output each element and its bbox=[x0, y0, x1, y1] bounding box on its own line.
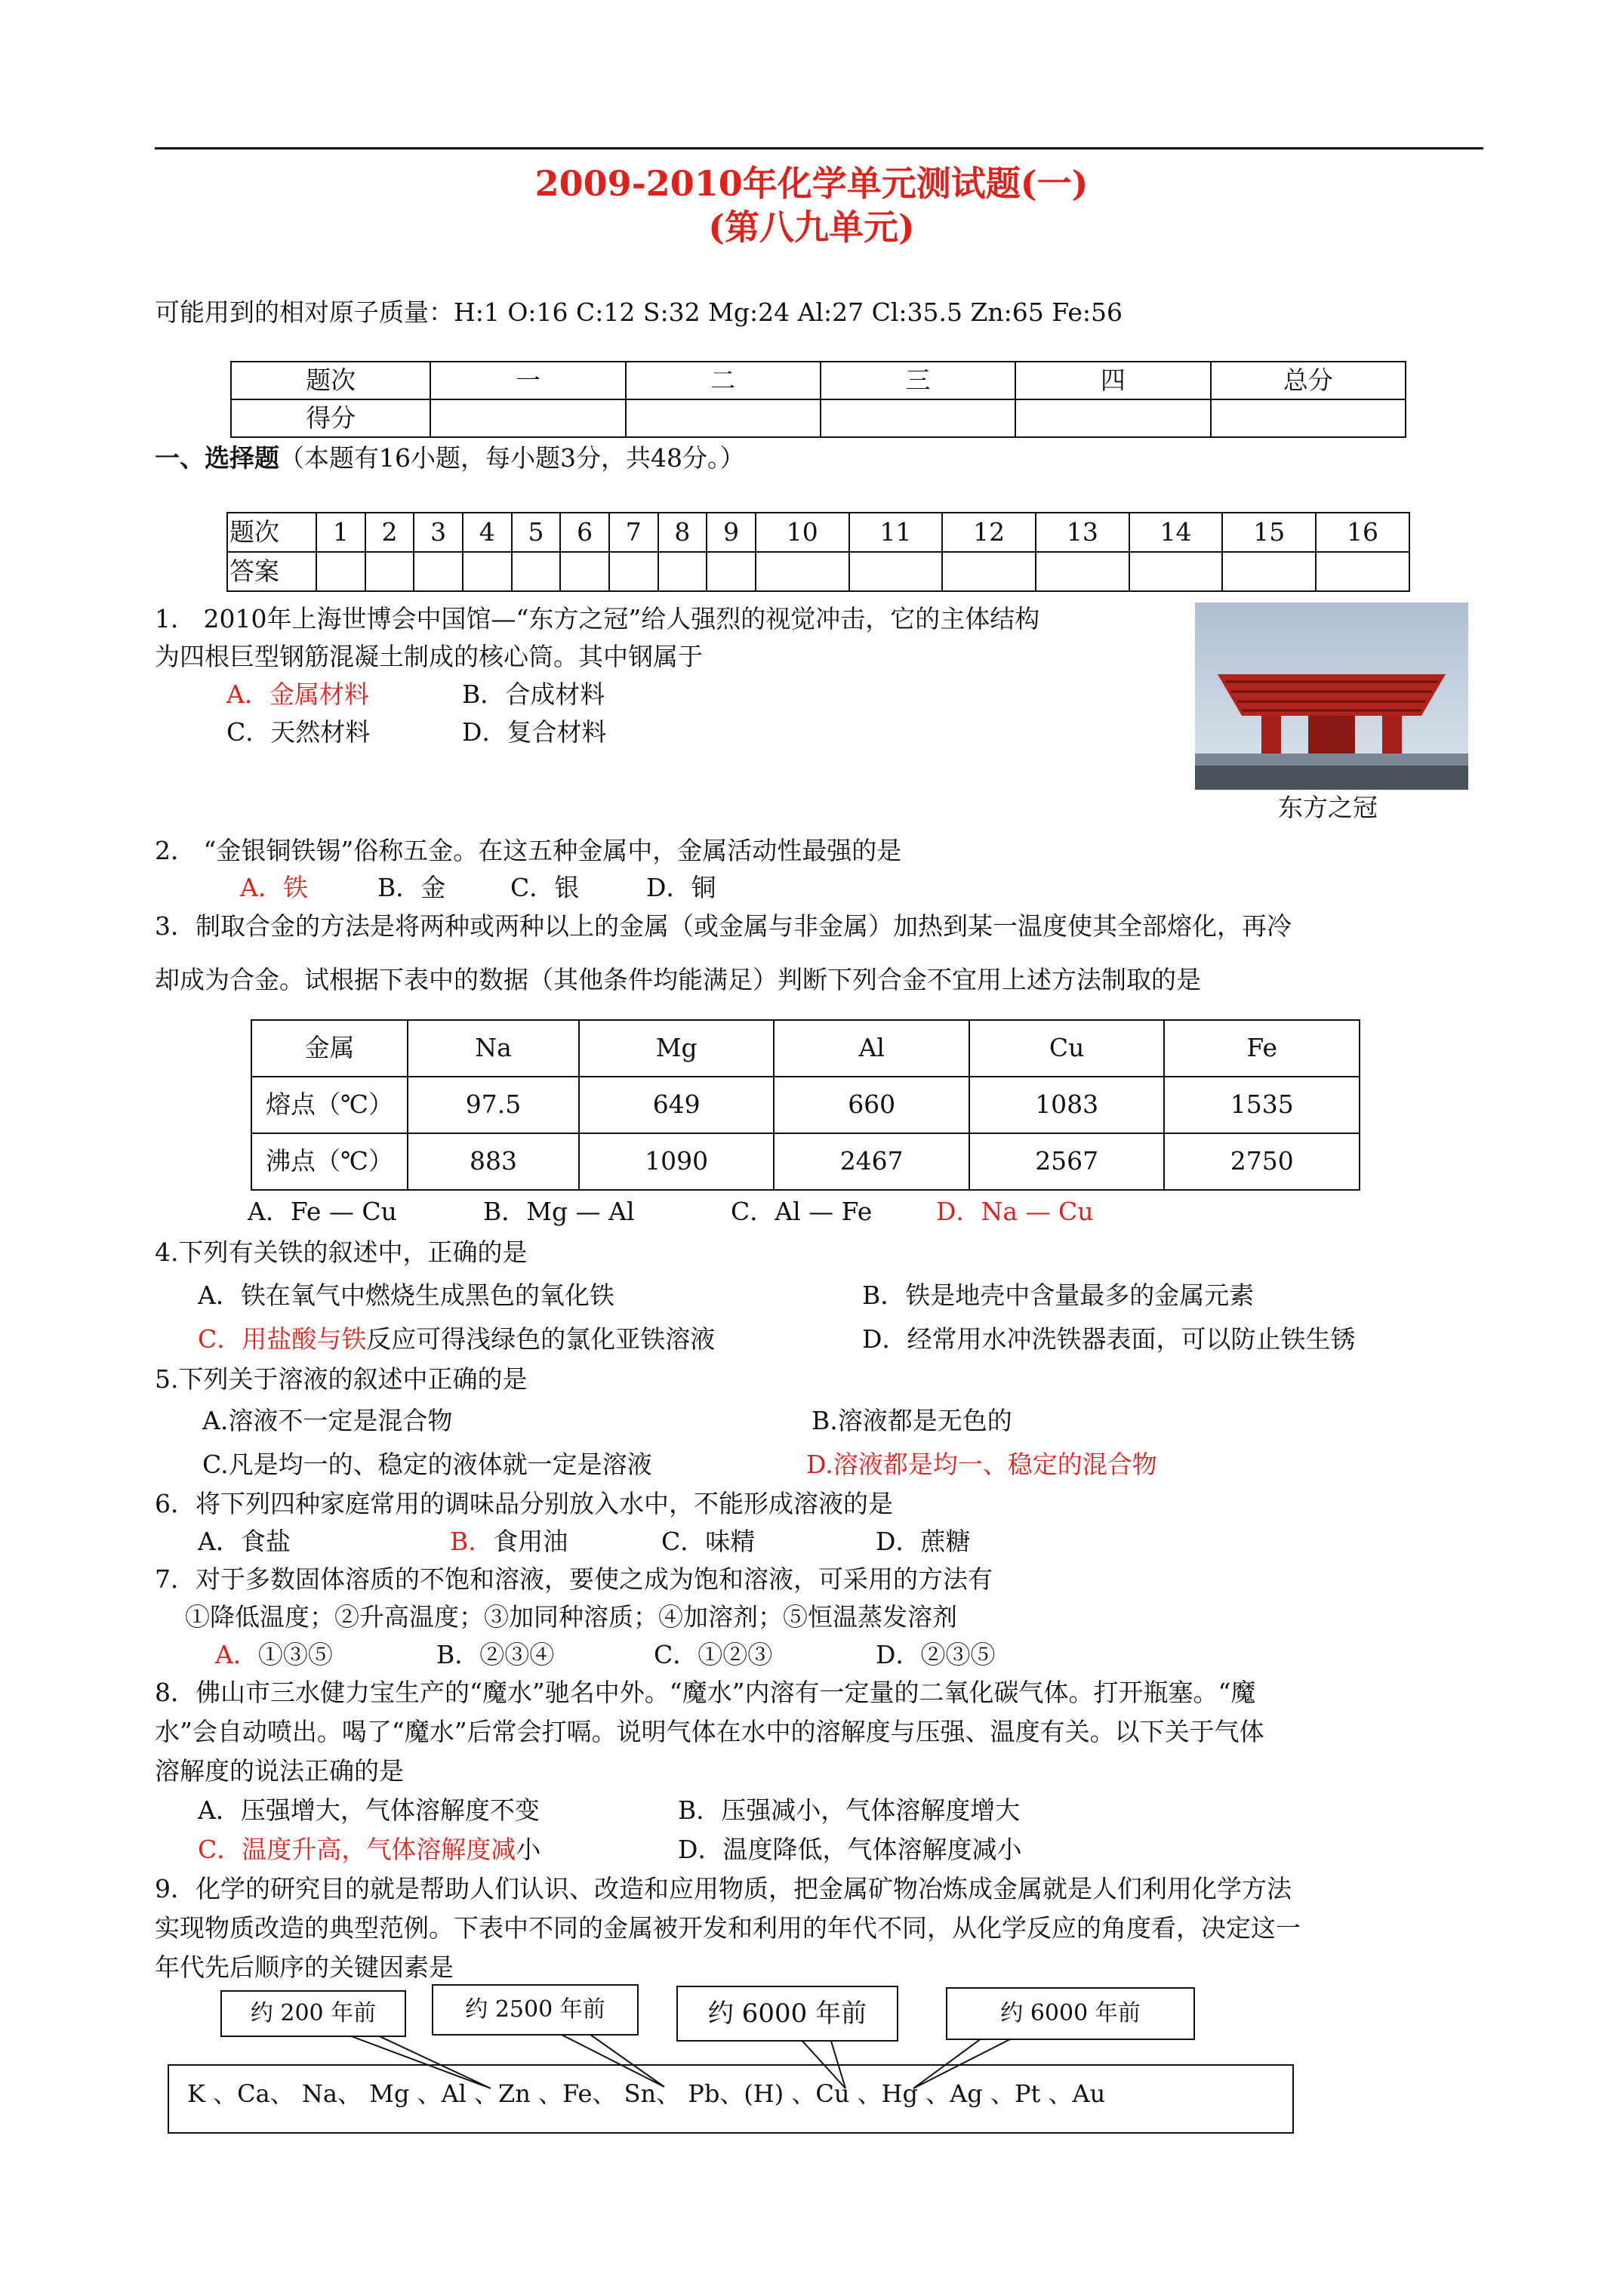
q7-option-d: D．②③⑤ bbox=[876, 1640, 996, 1669]
q1-option-c: C．天然材料 bbox=[226, 717, 371, 747]
q1-option-d: D．复合材料 bbox=[462, 717, 607, 747]
q1-line2: 为四根巨型钢筋混凝土制成的核心筒。其中钢属于 bbox=[155, 642, 703, 671]
q3-line1: 3．制取合金的方法是将两种或两种以上的金属（或金属与非金属）加热到某一温度使其全部熔化，再冷 bbox=[155, 911, 1292, 941]
q1-option-a: A．金属材料 bbox=[226, 680, 369, 709]
score-header-cell: 题次 bbox=[231, 362, 430, 399]
q8-option-d: D．温度降低，气体溶解度减小 bbox=[678, 1835, 1022, 1864]
q8-line3: 溶解度的说法正确的是 bbox=[155, 1756, 404, 1786]
q8-option-c-red: C．温度升高，气体溶解度减 bbox=[198, 1835, 516, 1864]
metal-table-cell: 1535 bbox=[1164, 1077, 1360, 1133]
q7-option-b: B．②③④ bbox=[436, 1640, 555, 1669]
callout-6000-years-a: 约 6000 年前 bbox=[676, 1986, 898, 2042]
callout-200-years: 约 200 年前 bbox=[220, 1990, 406, 2037]
q1-option-b: B．合成材料 bbox=[462, 680, 605, 709]
score-header-cell: 三 bbox=[821, 362, 1015, 399]
metal-table-cell: 2467 bbox=[774, 1133, 969, 1190]
q8-option-c-rest: 小 bbox=[516, 1835, 541, 1864]
answer-number-cell: 11 bbox=[849, 513, 943, 552]
page-subtitle: (第八九单元) bbox=[708, 207, 915, 248]
q6-option-c: C．味精 bbox=[661, 1527, 756, 1556]
metal-table-cell: Al bbox=[774, 1020, 969, 1077]
callout-6000-years-b: 约 6000 年前 bbox=[946, 1987, 1195, 2040]
q5-option-a: A.溶液不一定是混合物 bbox=[202, 1406, 453, 1435]
answer-number-cell: 8 bbox=[658, 513, 707, 552]
score-header-cell: 四 bbox=[1015, 362, 1210, 399]
q2-line1: 2． “金银铜铁锡”俗称五金。在这五种金属中，金属活动性最强的是 bbox=[155, 836, 902, 865]
answer-number-cell: 13 bbox=[1036, 513, 1129, 552]
q7-option-c: C．①②③ bbox=[654, 1640, 773, 1669]
answer-number-cell: 15 bbox=[1222, 513, 1316, 552]
q3-option-b: B．Mg — Al bbox=[483, 1197, 635, 1226]
section1-note: （本题有16小题，每小题3分，共48分。） bbox=[279, 443, 745, 473]
answer-number-cell: 1 bbox=[316, 513, 365, 552]
metal-table-cell: 883 bbox=[408, 1133, 579, 1190]
metal-table-cell: Na bbox=[408, 1020, 579, 1077]
answer-number-cell: 14 bbox=[1129, 513, 1223, 552]
q4-line1: 4.下列有关铁的叙述中，正确的是 bbox=[155, 1237, 528, 1267]
metal-table-cell: 1083 bbox=[969, 1077, 1165, 1133]
metal-table-cell: 金属 bbox=[251, 1020, 408, 1077]
answer-number-cell: 5 bbox=[512, 513, 561, 552]
atomic-masses: 可能用到的相对原子质量：H:1 O:16 C:12 S:32 Mg:24 Al:27 Cl:35.5 Zn:65 Fe:56 bbox=[155, 297, 1123, 327]
score-header-cell: 一 bbox=[430, 362, 625, 399]
q1-line1: 1． 2010年上海世博会中国馆—“东方之冠”给人强烈的视觉冲击，它的主体结构 bbox=[155, 604, 1040, 633]
metal-table-cell: Fe bbox=[1164, 1020, 1360, 1077]
answer-number-cell: 2 bbox=[365, 513, 414, 552]
answer-number-cell: 7 bbox=[609, 513, 658, 552]
q9-line3: 年代先后顺序的关键因素是 bbox=[155, 1952, 454, 1982]
metal-table-cell: 660 bbox=[774, 1077, 969, 1133]
answer-number-cell: 4 bbox=[463, 513, 512, 552]
q5-option-c: C.凡是均一的、稳定的液体就一定是溶液 bbox=[202, 1450, 652, 1479]
q6-option-d: D．蔗糖 bbox=[876, 1527, 971, 1556]
q3-option-a: A．Fe — Cu bbox=[248, 1197, 397, 1226]
q7-line2: ①降低温度；②升高温度；③加同种溶质；④加溶剂；⑤恒温蒸发溶剂 bbox=[185, 1602, 957, 1632]
q6-option-a: A．食盐 bbox=[198, 1527, 291, 1556]
q8-option-a: A．压强增大，气体溶解度不变 bbox=[198, 1795, 540, 1825]
q4-option-c-rest: 反应可得浅绿色的氯化亚铁溶液 bbox=[366, 1324, 716, 1354]
metal-table-cell: Cu bbox=[969, 1020, 1165, 1077]
metal-table-cell: 熔点（℃） bbox=[251, 1077, 408, 1133]
metal-table-cell: 97.5 bbox=[408, 1077, 579, 1133]
image-caption: 东方之冠 bbox=[1278, 793, 1378, 822]
q2-option-d: D．铜 bbox=[646, 873, 716, 902]
metal-table-cell: 1090 bbox=[579, 1133, 775, 1190]
q8-option-b: B．压强减小，气体溶解度增大 bbox=[678, 1795, 1021, 1825]
score-row-label: 得分 bbox=[231, 399, 430, 437]
q6-option-b-rest: 食用油 bbox=[493, 1527, 568, 1556]
q5-option-b: B.溶液都是无色的 bbox=[812, 1406, 1012, 1435]
q8-line1: 8．佛山市三水健力宝生产的“魔水”驰名中外。“魔水”内溶有一定量的二氧化碳气体。打开瓶塞。“魔 bbox=[155, 1678, 1256, 1707]
q5-option-d: D.溶液都是均一、稳定的混合物 bbox=[806, 1450, 1157, 1479]
q4-option-c-red: C．用盐酸与铁 bbox=[198, 1324, 367, 1354]
q2-option-b: B．金 bbox=[377, 873, 446, 902]
score-header-cell: 总分 bbox=[1211, 362, 1406, 399]
q2-option-c: C．银 bbox=[510, 873, 580, 902]
q4-option-d: D．经常用水冲洗铁器表面，可以防止铁生锈 bbox=[862, 1324, 1356, 1354]
callout-2500-years: 约 2500 年前 bbox=[432, 1984, 639, 2036]
answer-number-cell: 10 bbox=[756, 513, 849, 552]
answer-number-cell: 6 bbox=[560, 513, 609, 552]
q9-line2: 实现物质改造的典型范例。下表中不同的金属被开发和利用的年代不同，从化学反应的角度看，决定这一 bbox=[155, 1913, 1301, 1943]
section1-title: 一、选择题 bbox=[155, 443, 279, 473]
answer-number-cell: 16 bbox=[1316, 513, 1409, 552]
answer-number-cell: 12 bbox=[942, 513, 1036, 552]
q7-option-a-rest: ①③⑤ bbox=[257, 1640, 333, 1669]
q4-option-a: A．铁在氧气中燃烧生成黑色的氧化铁 bbox=[198, 1281, 614, 1310]
q6-option-b-red: B． bbox=[450, 1527, 494, 1556]
page-title: 2009-2010年化学单元测试题(一) bbox=[534, 163, 1089, 204]
metal-table-cell: Mg bbox=[579, 1020, 775, 1077]
metal-activity-series: K 、Ca、 Na、 Mg 、Al 、Zn 、Fe、 Sn、 Pb、(H) 、Cu 、Hg 、Ag 、Pt 、Au bbox=[187, 2079, 1106, 2108]
q2-option-a: A．铁 bbox=[240, 873, 308, 902]
q7-option-a-red: A． bbox=[215, 1640, 258, 1669]
q9-line1: 9．化学的研究目的就是帮助人们认识、改造和应用物质，把金属矿物冶炼成金属就是人们利用化学方法 bbox=[155, 1874, 1292, 1903]
metal-table-cell: 649 bbox=[579, 1077, 775, 1133]
q3-option-c: C．Al — Fe bbox=[731, 1197, 873, 1226]
q8-line2: 水”会自动喷出。喝了“魔水”后常会打嗝。说明气体在水中的溶解度与压强、温度有关。以下关于气体 bbox=[155, 1717, 1264, 1746]
metal-table-cell: 2567 bbox=[969, 1133, 1165, 1190]
score-header-cell: 二 bbox=[626, 362, 821, 399]
answer-label: 答案 bbox=[227, 552, 316, 591]
metal-table-cell: 沸点（℃） bbox=[251, 1133, 408, 1190]
q3-option-d: D．Na — Cu bbox=[936, 1197, 1094, 1226]
answer-number-cell: 9 bbox=[707, 513, 756, 552]
q5-line1: 5.下列关于溶液的叙述中正确的是 bbox=[155, 1364, 528, 1394]
q4-option-b: B．铁是地壳中含量最多的金属元素 bbox=[862, 1281, 1255, 1310]
answer-row-label: 题次 bbox=[227, 513, 316, 552]
metal-table-cell: 2750 bbox=[1164, 1133, 1360, 1190]
q3-line2: 却成为合金。试根据下表中的数据（其他条件均能满足）判断下列合金不宜用上述方法制取的是 bbox=[155, 965, 1201, 994]
answer-number-cell: 3 bbox=[414, 513, 463, 552]
q7-line1: 7．对于多数固体溶质的不饱和溶液，要使之成为饱和溶液，可采用的方法有 bbox=[155, 1564, 993, 1594]
q6-line1: 6．将下列四种家庭常用的调味品分别放入水中，不能形成溶液的是 bbox=[155, 1489, 893, 1518]
